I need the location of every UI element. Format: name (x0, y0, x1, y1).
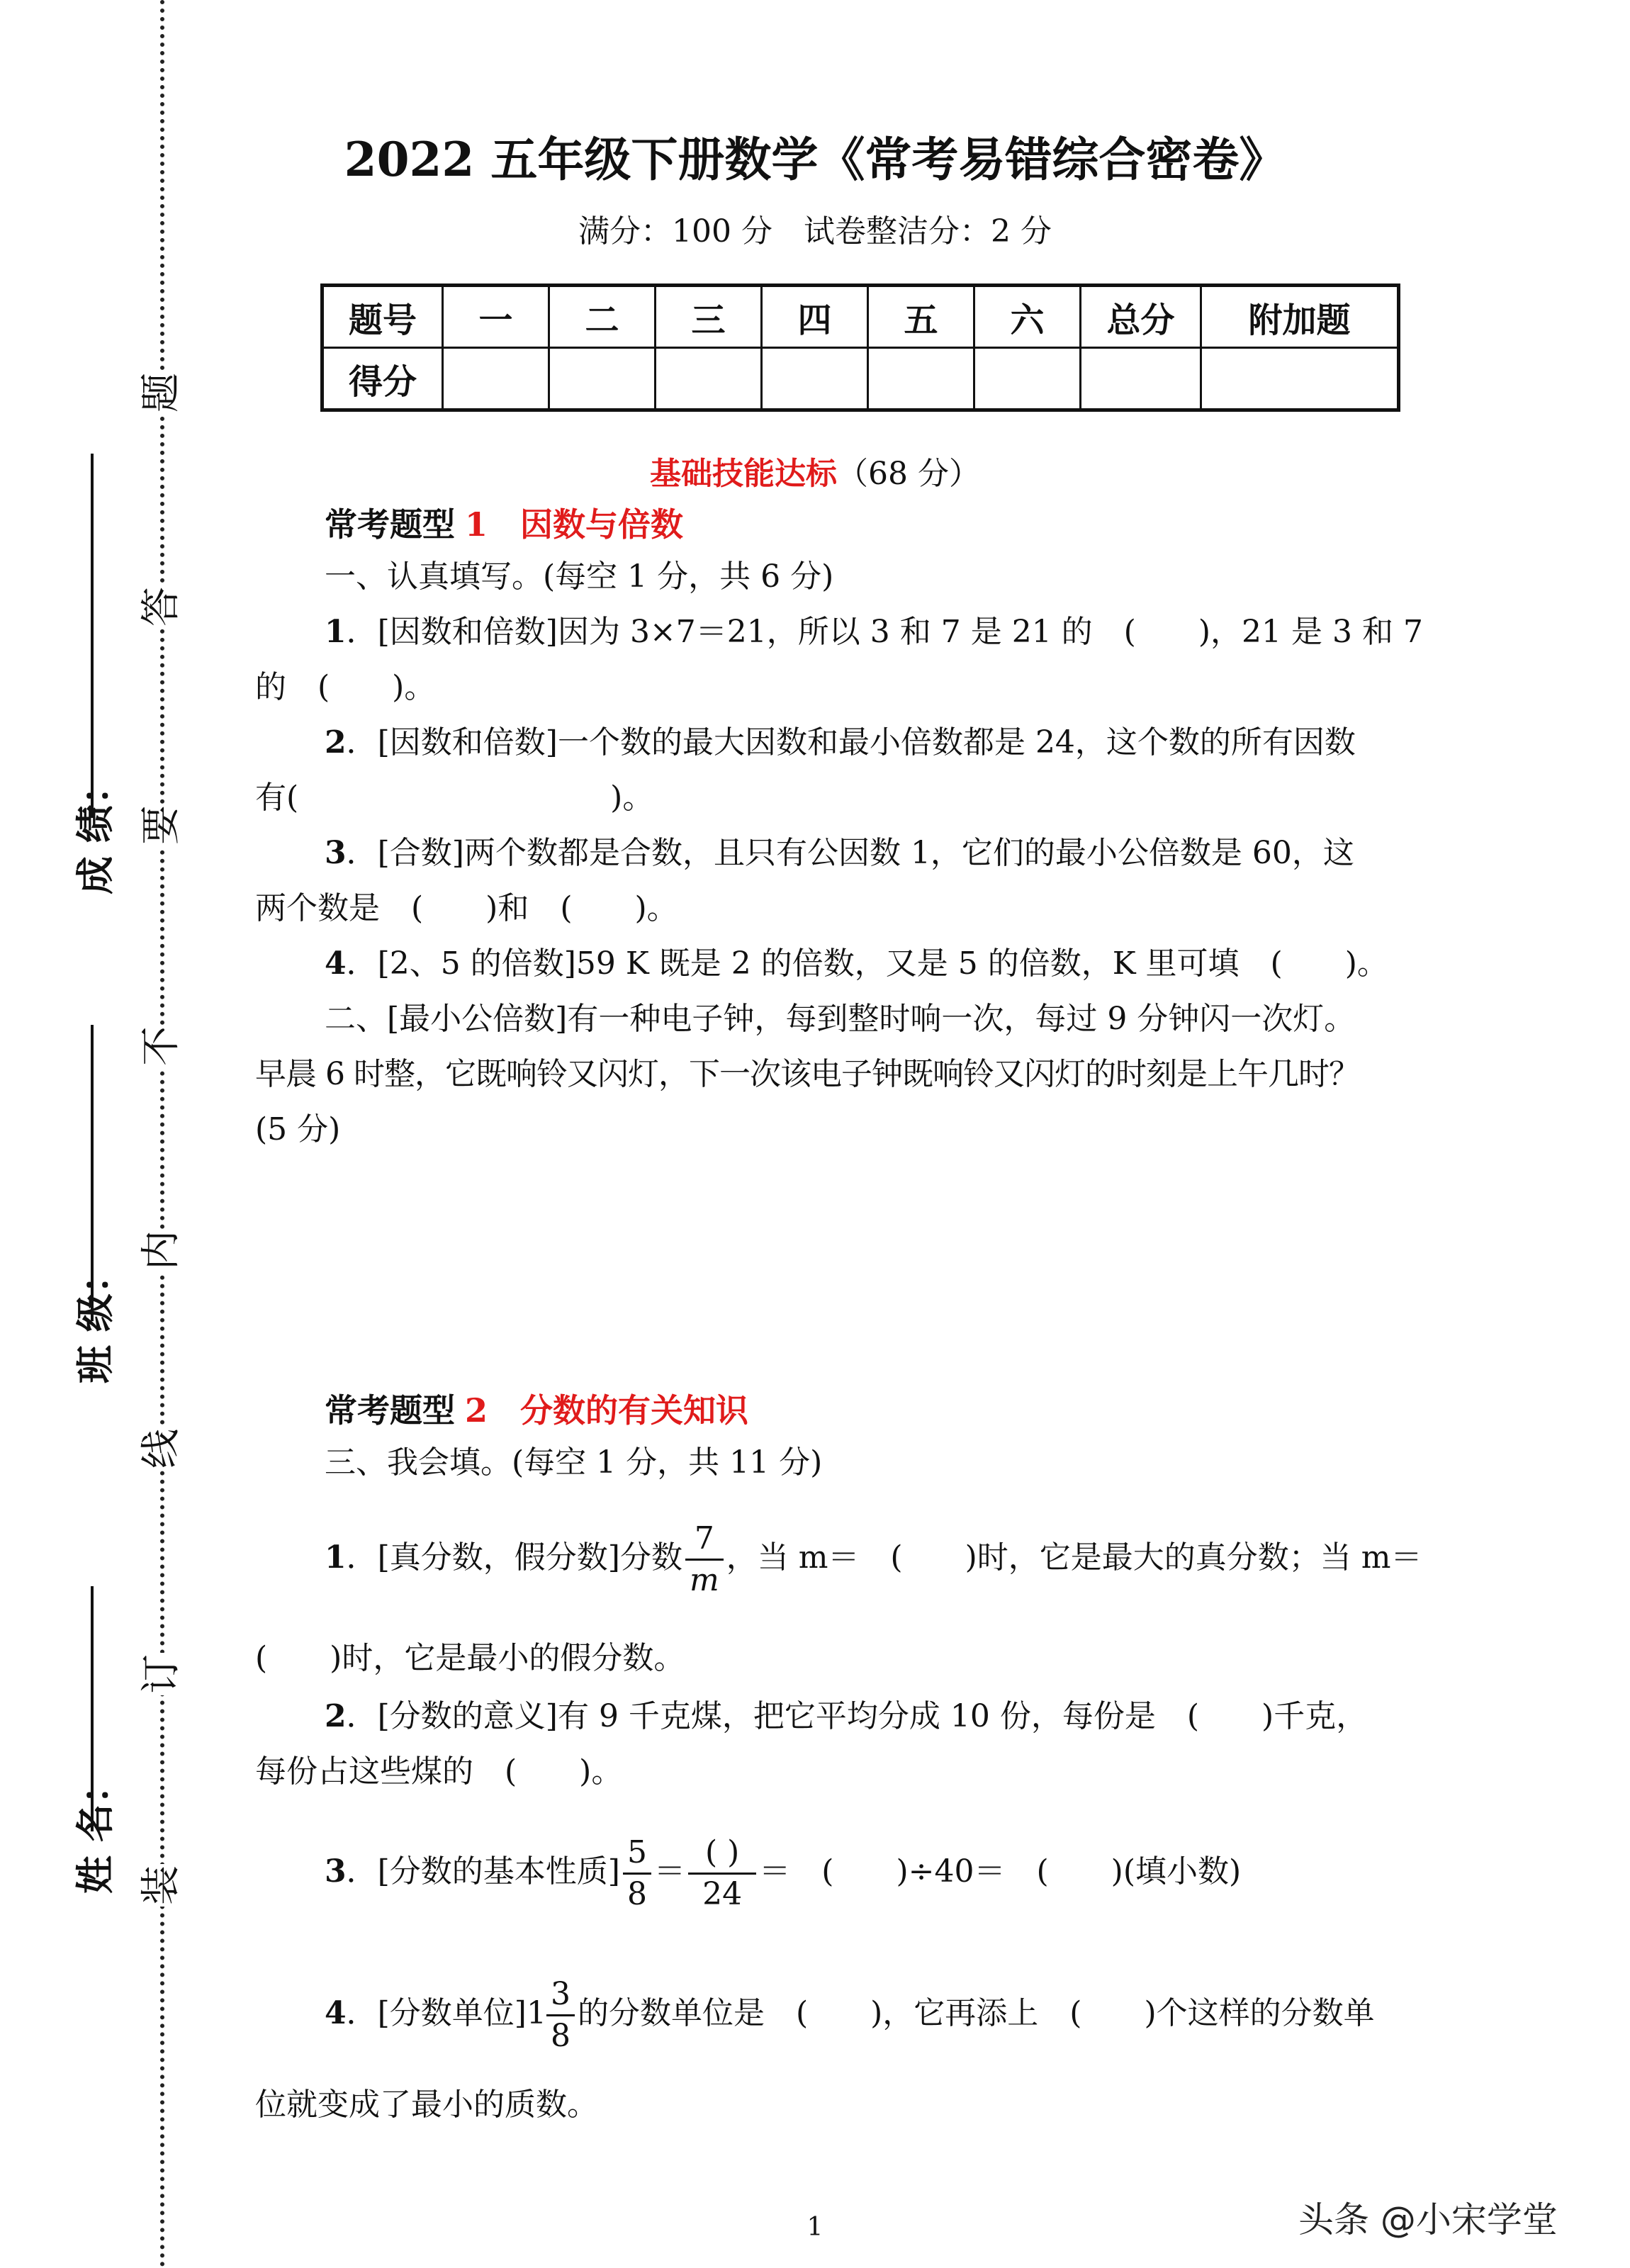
page-subtitle: 满分：100 分 试卷整洁分：2 分 (578, 213, 1052, 249)
type1-topic: 因数与倍数 (520, 505, 684, 544)
score-table (320, 284, 1400, 412)
part3-q3-pre: [分数的基本性质] (377, 1853, 620, 1890)
score-input-1[interactable] (443, 348, 549, 410)
part1-q3-cont: 两个数是 ( )和 ( )。 (255, 890, 678, 926)
part3-q4-fraction (546, 1976, 575, 2054)
part3-q1-fraction (685, 1520, 724, 1598)
part1-q2-text: [因数和倍数]一个数的最大因数和最小倍数都是 24，这个数的所有因数 (377, 724, 1356, 760)
part3-q4-pre: [分数单位]1 (377, 1995, 546, 2031)
type1-heading (325, 499, 683, 546)
class-blank-line[interactable] (91, 1025, 94, 1321)
part3-q2: 2．[分数的意义]有 9 千克煤，把它平均分成 10 份，每份是 ( )千克， (325, 1698, 1368, 1734)
part3-q3-fraction2 (688, 1834, 756, 1912)
fraction-numerator: 3 (546, 1979, 575, 2016)
type2-number: 2 (465, 1391, 488, 1430)
part2-line2: 早晨 6 时整，它既响铃又闪灯，下一次该电子钟既响铃又闪灯的时刻是上午几时？ (255, 1056, 1359, 1092)
fraction-denominator: 8 (626, 1876, 647, 1912)
page-title: 2022 五年级下册数学《常考易错综合密卷》 (344, 132, 1286, 187)
score-table-score-row (322, 348, 1399, 410)
score-cell-1: 一 (443, 286, 549, 348)
part1-q3-text: [合数]两个数都是合数，且只有公因数 1，它们的最小公倍数是 60，这 (377, 835, 1354, 871)
part2-answer-area[interactable] (255, 1162, 1517, 1375)
part3-q4-post: 的分数单位是 ( )，它再添上 ( )个这样的分数单 (577, 1995, 1375, 2031)
score-input-5[interactable] (868, 348, 974, 410)
score-input-bonus[interactable] (1201, 348, 1399, 410)
binding-char-ti: 题 (138, 373, 184, 412)
binding-char-xian: 线 (138, 1429, 184, 1469)
score-blank-line[interactable] (91, 454, 94, 818)
part3-q1-pre: [真分数，假分数]分数 (377, 1539, 682, 1576)
binding-char-nei: 内 (138, 1230, 184, 1270)
part3-q1: 1．[真分数，假分数]分数 $\frac{7}{m}$ ，当 m＝ ( )时，它是最大的真分数；当 m＝ (325, 1520, 1422, 1598)
section-points: （68 分） (837, 456, 980, 492)
score-input-2[interactable] (549, 348, 656, 410)
part3-heading: 三、我会填。(每空 1 分，共 11 分) (325, 1444, 823, 1481)
score-input-6[interactable] (974, 348, 1081, 410)
part1-q2: 2．[因数和倍数]一个数的最大因数和最小倍数都是 24，这个数的所有因数 (325, 724, 1356, 760)
binding-char-da: 答 (138, 587, 184, 627)
name-blank-line[interactable] (91, 1586, 94, 1831)
score-label: 成 绩： (73, 766, 118, 894)
part3-q3-fraction1 (623, 1834, 651, 1912)
score-table-header-row (322, 286, 1399, 348)
part1-q4: 4．[2、5 的倍数]59 K 既是 2 的倍数，又是 5 的倍数，K 里可填 ( )。 (325, 945, 1388, 982)
fraction-denominator: 8 (550, 2018, 570, 2054)
binding-char-bu: 不 (138, 1026, 184, 1066)
part3-q1-post: ，当 m＝ ( )时，它是最大的真分数；当 m＝ (726, 1539, 1422, 1576)
score-cell-total: 总分 (1081, 286, 1201, 348)
score-input-4[interactable] (762, 348, 868, 410)
score-row-label: 得分 (322, 348, 443, 410)
type2-label: 常考题型 (325, 1391, 455, 1430)
fraction-numerator: 7 (685, 1523, 724, 1561)
page-number: 1 (806, 2213, 824, 2242)
type2-topic: 分数的有关知识 (520, 1391, 749, 1430)
type2-heading (325, 1385, 748, 1432)
section-name: 基础技能达标 (650, 456, 837, 492)
fraction-numerator: ( ) (688, 1837, 756, 1875)
type1-number: 1 (465, 505, 488, 544)
part3-q4: 4．[分数单位]1 $\frac{3}{8}$ 的分数单位是 ( )，它再添上 ( )个这样的分数单 (325, 1976, 1375, 2054)
part3-q2-cont: 每份占这些煤的 ( )。 (255, 1753, 623, 1790)
score-cell-3: 三 (656, 286, 762, 348)
binding-char-yao: 要 (138, 805, 184, 845)
type1-label: 常考题型 (325, 505, 455, 544)
part3-q4-cont: 位就变成了最小的质数。 (255, 2087, 598, 2123)
binding-char-ding: 订 (138, 1654, 184, 1694)
part1-q3: 3．[合数]两个数都是合数，且只有公因数 1，它们的最小公倍数是 60，这 (325, 835, 1354, 871)
part2-line1: 二、[最小公倍数]有一种电子钟，每到整时响一次，每过 9 分钟闪一次灯。 (325, 1001, 1356, 1037)
part1-q2-cont: 有( )。 (255, 780, 654, 816)
part1-q1-cont: 的 ( )。 (255, 669, 436, 705)
part1-q1-text: [因数和倍数]因为 3×7＝21，所以 3 和 7 是 21 的 ( )，21 是 3 和 7 (377, 614, 1423, 650)
score-input-total[interactable] (1081, 348, 1201, 410)
score-cell-2: 二 (549, 286, 656, 348)
score-input-3[interactable] (656, 348, 762, 410)
part1-heading: 一、认真填写。(每空 1 分，共 6 分) (325, 558, 834, 595)
fraction-denominator: 24 (702, 1876, 743, 1912)
score-cell-6: 六 (974, 286, 1081, 348)
score-cell-label: 题号 (322, 286, 443, 348)
fraction-numerator: 5 (623, 1837, 651, 1875)
binding-char-zhuang: 装 (138, 1865, 184, 1905)
score-cell-bonus: 附加题 (1201, 286, 1399, 348)
part1-q1: 1．[因数和倍数]因为 3×7＝21，所以 3 和 7 是 21 的 ( )，21 是 3 和 7 (325, 614, 1423, 650)
class-label: 班 级： (73, 1255, 118, 1383)
part2-line3: (5 分) (255, 1111, 341, 1147)
name-label: 姓 名： (73, 1765, 118, 1894)
watermark: 头条 @小宋学堂 (1298, 2199, 1558, 2240)
part3-q1-cont: ( )时，它是最小的假分数。 (255, 1640, 685, 1676)
part1-q4-text: [2、5 的倍数]59 K 既是 2 的倍数，又是 5 的倍数，K 里可填 ( )。 (377, 945, 1388, 982)
part3-q3: 3．[分数的基本性质] $\frac{5}{8}$ ＝ $\frac{( )}{24}$ ＝ ( )÷40＝ ( )(填小数) (325, 1834, 1242, 1912)
section-heading (0, 448, 1630, 493)
part3-q2-text: [分数的意义]有 9 千克煤，把它平均分成 10 份，每份是 ( )千克， (377, 1698, 1368, 1734)
part3-q3-post: ＝ ( )÷40＝ ( )(填小数) (759, 1853, 1242, 1890)
score-cell-4: 四 (762, 286, 868, 348)
binding-dotted-line (160, 0, 164, 2268)
fraction-denominator: m (689, 1562, 719, 1598)
score-cell-5: 五 (868, 286, 974, 348)
